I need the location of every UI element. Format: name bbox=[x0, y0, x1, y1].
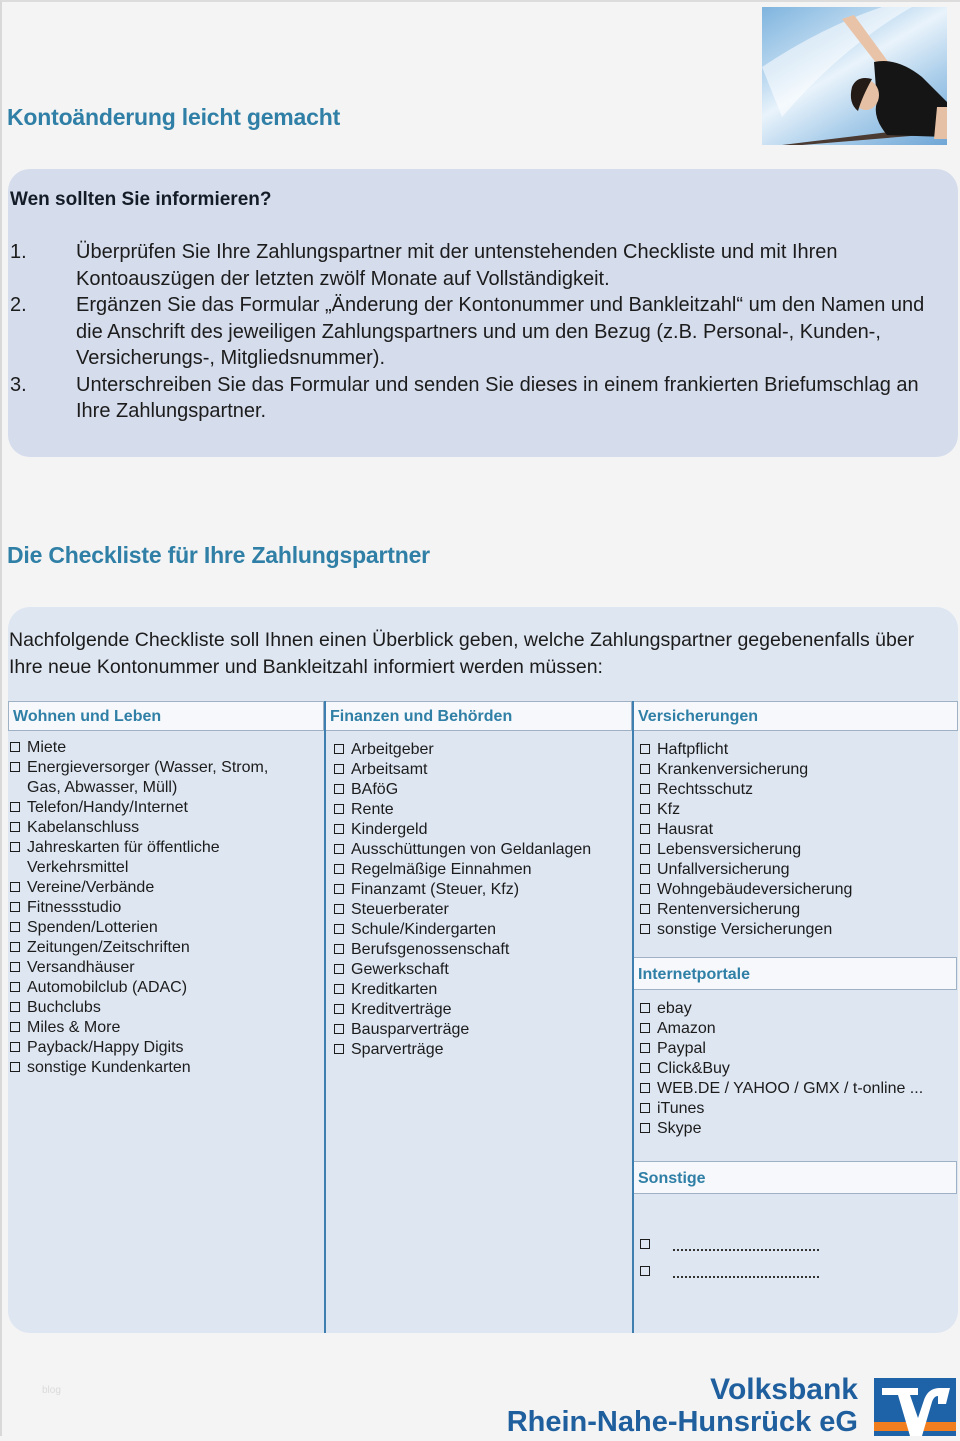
checklist-item[interactable] bbox=[8, 938, 324, 958]
column-heading: Wohnen und Leben bbox=[8, 701, 324, 731]
checklist-item[interactable] bbox=[8, 958, 324, 978]
checklist-item-text bbox=[351, 760, 427, 780]
checklist-item-label: Rechtsschutz bbox=[657, 781, 754, 798]
checklist-item-text bbox=[27, 998, 101, 1018]
checklist-item-label: Kfz bbox=[657, 801, 681, 818]
checklist-item[interactable] bbox=[638, 840, 958, 860]
checklist-item-text bbox=[27, 758, 268, 798]
checklist-item-text bbox=[351, 780, 398, 800]
checkbox-icon[interactable] bbox=[334, 824, 344, 834]
checklist-item-text bbox=[657, 1039, 706, 1059]
checklist-item[interactable] bbox=[638, 780, 958, 800]
page-title: Kontoänderung leicht gemacht bbox=[7, 104, 341, 130]
checklist-item-text bbox=[351, 920, 496, 940]
checkbox-icon[interactable] bbox=[10, 842, 20, 852]
checklist-item-text bbox=[657, 800, 680, 820]
checklist-item[interactable] bbox=[8, 918, 324, 938]
checklist-item-label: WEB.DE / YAHOO / GMX / t-online ... bbox=[657, 1080, 924, 1097]
checklist-item-label: Arbeitgeber bbox=[351, 741, 434, 758]
checklist-item[interactable] bbox=[638, 1079, 958, 1099]
checklist-item-label: Vereine/Verbände bbox=[27, 879, 155, 896]
checkbox-icon[interactable] bbox=[334, 884, 344, 894]
checkbox-icon[interactable] bbox=[334, 944, 344, 954]
checklist-item-text bbox=[657, 920, 832, 940]
checkbox-icon[interactable] bbox=[640, 1083, 650, 1093]
checklist-item[interactable] bbox=[332, 840, 632, 860]
checklist-item-text bbox=[657, 840, 801, 860]
checkbox-icon[interactable] bbox=[640, 844, 650, 854]
checklist-item-label: Lebensversicherung bbox=[657, 841, 802, 858]
checklist-item-label: Automobilclub (ADAC) bbox=[27, 979, 188, 996]
checklist-item[interactable] bbox=[332, 880, 632, 900]
checklist-item-label: BAföG bbox=[351, 781, 399, 798]
checklist-item-label: Wohngebäudeversicherung bbox=[657, 881, 853, 898]
checklist-item-label: Skype bbox=[657, 1120, 702, 1137]
checklist-item-label: Telefon/Handy/Internet bbox=[27, 799, 188, 816]
checklist-item[interactable] bbox=[332, 760, 632, 780]
checklist-item[interactable] bbox=[8, 1018, 324, 1038]
checklist-item-text bbox=[657, 999, 692, 1019]
checklist-item-text bbox=[351, 1020, 469, 1040]
checkbox-icon[interactable] bbox=[10, 942, 20, 952]
checkbox-icon[interactable] bbox=[640, 1103, 650, 1113]
checkbox-icon[interactable] bbox=[640, 824, 650, 834]
checklist-item-label: Kreditverträge bbox=[351, 1001, 452, 1018]
checklist-item[interactable] bbox=[638, 1039, 958, 1059]
checklist-item-label: Versandhäuser bbox=[27, 959, 135, 976]
checklist-item-label: Kreditkarten bbox=[351, 981, 438, 998]
checklist-item-label: Fitnessstudio bbox=[27, 899, 122, 916]
checkbox-icon[interactable] bbox=[334, 924, 344, 934]
checkbox-icon[interactable] bbox=[640, 764, 650, 774]
checklist-item[interactable] bbox=[8, 878, 324, 898]
step-number: 3. bbox=[10, 373, 27, 396]
checkbox-icon[interactable] bbox=[640, 884, 650, 894]
checklist-item-label: Jahreskarten für öffentliche bbox=[27, 839, 220, 856]
checklist-item[interactable] bbox=[332, 960, 632, 980]
checkbox-icon[interactable] bbox=[334, 844, 344, 854]
checklist-item-text bbox=[657, 1019, 716, 1039]
checklist-item[interactable] bbox=[638, 760, 958, 780]
checklist-item[interactable] bbox=[8, 798, 324, 818]
checkbox-icon[interactable] bbox=[334, 744, 344, 754]
checklist-item-continuation: Verkehrsmittel bbox=[27, 859, 129, 876]
checklist-item-text bbox=[351, 740, 434, 760]
bank-name-line2: Rhein-Nahe-Hunsrück eG bbox=[506, 1406, 858, 1438]
checklist-item-text bbox=[657, 1099, 704, 1119]
checklist-item[interactable] bbox=[638, 1019, 958, 1039]
step-2 bbox=[8, 292, 953, 372]
checklist-item-text bbox=[27, 738, 66, 758]
checklist-item[interactable] bbox=[8, 838, 324, 878]
checklist-item[interactable] bbox=[332, 920, 632, 940]
checklist-item-text bbox=[27, 1018, 120, 1038]
checkbox-icon[interactable] bbox=[334, 1024, 344, 1034]
checklist-item-text bbox=[657, 760, 808, 780]
checklist-item-text bbox=[351, 1040, 444, 1060]
checklist-item-text bbox=[351, 1000, 452, 1020]
checklist-item-label: Buchclubs bbox=[27, 999, 101, 1016]
checklist-item-text bbox=[27, 798, 188, 818]
checklist-item-text bbox=[657, 900, 800, 920]
checkbox-icon[interactable] bbox=[10, 742, 20, 752]
bank-name-line1: Volksbank bbox=[710, 1373, 858, 1406]
checklist-item-text bbox=[351, 820, 428, 840]
checkbox-icon[interactable] bbox=[640, 1123, 650, 1133]
checklist-item[interactable] bbox=[8, 738, 324, 758]
checklist-item-label: Payback/Happy Digits bbox=[27, 1039, 184, 1056]
checklist-item[interactable] bbox=[332, 780, 632, 800]
checkbox-icon[interactable] bbox=[10, 1022, 20, 1032]
checkbox-icon[interactable] bbox=[10, 902, 20, 912]
checklist-item[interactable] bbox=[332, 1020, 632, 1040]
checklist-item[interactable] bbox=[332, 820, 632, 840]
checklist-item-text bbox=[657, 1059, 730, 1079]
checklist-item-label: Schule/Kindergarten bbox=[351, 921, 496, 938]
checklist-item-text bbox=[657, 1079, 923, 1099]
checkbox-icon[interactable] bbox=[10, 922, 20, 932]
checklist-item-label: sonstige Versicherungen bbox=[657, 921, 833, 938]
checkbox-icon[interactable] bbox=[10, 1062, 20, 1072]
checkbox-icon[interactable] bbox=[640, 1266, 650, 1276]
checklist-item[interactable] bbox=[332, 1000, 632, 1020]
checklist-items-finanzen bbox=[326, 740, 632, 1060]
checklist-item-label: Regelmäßige Einnahmen bbox=[351, 861, 532, 878]
checkbox-icon[interactable] bbox=[10, 822, 20, 832]
checklist-item-label: Paypal bbox=[657, 1040, 706, 1057]
checklist-item-label: Berufsgenossenschaft bbox=[351, 941, 510, 958]
step-number: 2. bbox=[10, 294, 27, 316]
checklist-item-label: Finanzamt (Steuer, Kfz) bbox=[351, 881, 520, 898]
checkbox-icon[interactable] bbox=[334, 784, 344, 794]
checkbox-icon[interactable] bbox=[640, 804, 650, 814]
checklist-item-continuation: Gas, Abwasser, Müll) bbox=[27, 779, 178, 796]
checklist-item-text bbox=[27, 1038, 184, 1058]
checklist-item-text bbox=[351, 800, 394, 820]
checklist-item[interactable] bbox=[332, 740, 632, 760]
checklist-item-label: Amazon bbox=[657, 1020, 716, 1037]
step-text: Ergänzen Sie das Formular „Änderung der Kontonummer und Bankleitzahl“ um den Namen und die Anschrift des jeweiligen Zahlungspartners und um den Bezug (z.B. Personal-, Kunden-, Versicherungs-, Mitgliedsnummer). bbox=[76, 294, 925, 369]
step-1 bbox=[8, 239, 953, 292]
checklist-items-wohnen bbox=[8, 738, 324, 1078]
checklist-item-label: Energieversorger (Wasser, Strom, bbox=[27, 759, 269, 776]
checklist-item[interactable] bbox=[332, 900, 632, 920]
checkbox-icon[interactable] bbox=[640, 1239, 650, 1249]
checklist-item-text bbox=[351, 880, 519, 900]
watermark: blog bbox=[42, 1385, 61, 1396]
dotted-line[interactable] bbox=[673, 1239, 819, 1251]
bank-name bbox=[507, 1374, 858, 1438]
checkbox-icon[interactable] bbox=[334, 864, 344, 874]
checklist-item[interactable] bbox=[638, 1119, 958, 1139]
checklist-item-label: Haftpflicht bbox=[657, 741, 729, 758]
checklist-item-text bbox=[27, 838, 220, 878]
step-text: Überprüfen Sie Ihre Zahlungspartner mit der untenstehenden Checkliste und mit Ihren Kontoauszügen der letzten zwölf Monate auf Vollständigkeit. bbox=[76, 241, 838, 290]
checklist-item-label: Kindergeld bbox=[351, 821, 428, 838]
checkbox-icon[interactable] bbox=[10, 882, 20, 892]
checklist-item[interactable] bbox=[8, 818, 324, 838]
checkbox-icon[interactable] bbox=[640, 1023, 650, 1033]
checklist-item-text bbox=[657, 820, 713, 840]
checklist-item-text bbox=[27, 938, 190, 958]
checklist-item-label: Steuerberater bbox=[351, 901, 449, 918]
checklist-item-text bbox=[27, 1058, 191, 1078]
blank-entry-1[interactable] bbox=[638, 1224, 958, 1251]
checkbox-icon[interactable] bbox=[640, 864, 650, 874]
checklist-item[interactable] bbox=[638, 880, 958, 900]
volksbank-v-logo-icon bbox=[874, 1378, 956, 1436]
checklist-item[interactable] bbox=[638, 740, 958, 760]
checklist-item-label: Ausschüttungen von Geldanlagen bbox=[351, 841, 592, 858]
checkbox-icon[interactable] bbox=[640, 1043, 650, 1053]
checklist-item[interactable] bbox=[332, 940, 632, 960]
checkbox-icon[interactable] bbox=[10, 962, 20, 972]
checklist-item[interactable] bbox=[638, 860, 958, 880]
checklist-item-text bbox=[27, 898, 121, 918]
checklist-item[interactable] bbox=[332, 980, 632, 1000]
checklist-items-internet bbox=[634, 999, 958, 1139]
checklist-item-text bbox=[657, 740, 728, 760]
checklist-item[interactable] bbox=[8, 898, 324, 918]
checklist-item-text bbox=[27, 918, 158, 938]
checklist-intro: Nachfolgende Checkliste soll Ihnen einen Überblick geben, welche Zahlungspartner gegebenenfalls über Ihre neue Kontonummer und Bankleitzahl informiert werden müssen: bbox=[9, 629, 915, 678]
checklist-item-text bbox=[351, 940, 509, 960]
checklist-item-label: Kabelanschluss bbox=[27, 819, 140, 836]
checklist-item[interactable] bbox=[638, 999, 958, 1019]
checklist-item-label: Miete bbox=[27, 739, 67, 756]
sonstige-heading: Sonstige bbox=[634, 1161, 957, 1194]
dotted-line[interactable] bbox=[673, 1266, 819, 1278]
instructions-question: Wen sollten Sie informieren? bbox=[10, 189, 272, 210]
column-heading: Finanzen und Behörden bbox=[326, 701, 632, 731]
checklist-item-text bbox=[351, 960, 449, 980]
step-3 bbox=[8, 372, 953, 425]
checkbox-icon[interactable] bbox=[640, 744, 650, 754]
checklist-item-label: Unfallversicherung bbox=[657, 861, 790, 878]
checklist-item-label: Spenden/Lotterien bbox=[27, 919, 158, 936]
checklist-item[interactable] bbox=[638, 820, 958, 840]
checkbox-icon[interactable] bbox=[334, 984, 344, 994]
checklist-title: Die Checkliste für Ihre Zahlungspartner bbox=[7, 542, 430, 568]
checklist-item-text bbox=[27, 878, 154, 898]
checkbox-icon[interactable] bbox=[640, 1003, 650, 1013]
checklist-item-label: Rente bbox=[351, 801, 394, 818]
checklist-item[interactable] bbox=[332, 860, 632, 880]
checkbox-icon[interactable] bbox=[334, 1004, 344, 1014]
instructions-steps bbox=[8, 239, 953, 425]
checklist-item-label: Bausparverträge bbox=[351, 1021, 470, 1038]
checkbox-icon[interactable] bbox=[640, 904, 650, 914]
checklist-item[interactable] bbox=[8, 978, 324, 998]
checklist-item-label: Zeitungen/Zeitschriften bbox=[27, 939, 190, 956]
checkbox-icon[interactable] bbox=[334, 964, 344, 974]
column-finanzen-behoerden bbox=[326, 701, 632, 1333]
checklist-item-label: Hausrat bbox=[657, 821, 714, 838]
photo-woman-sky-icon bbox=[762, 7, 947, 145]
checklist-item-label: ebay bbox=[657, 1000, 692, 1017]
checklist-item[interactable] bbox=[638, 920, 958, 940]
checklist-item-label: Rentenversicherung bbox=[657, 901, 801, 918]
checkbox-icon[interactable] bbox=[10, 982, 20, 992]
checkbox-icon[interactable] bbox=[10, 802, 20, 812]
checklist-item-text bbox=[657, 880, 852, 900]
checklist-item-label: Miles & More bbox=[27, 1019, 121, 1036]
checklist-item-label: Gewerkschaft bbox=[351, 961, 449, 978]
checklist-item[interactable] bbox=[638, 900, 958, 920]
column-versicherungen bbox=[634, 701, 958, 1333]
blank-entry-2[interactable] bbox=[638, 1251, 958, 1278]
checklist-item-text bbox=[351, 980, 437, 1000]
checkbox-icon[interactable] bbox=[640, 924, 650, 934]
checklist-panel bbox=[8, 607, 958, 1333]
checklist-item-label: Click&Buy bbox=[657, 1060, 730, 1077]
checkbox-icon[interactable] bbox=[334, 764, 344, 774]
checklist-item-label: iTunes bbox=[657, 1100, 705, 1117]
checklist-item-label: Arbeitsamt bbox=[351, 761, 428, 778]
checkbox-icon[interactable] bbox=[334, 904, 344, 914]
checklist-item-text bbox=[351, 900, 449, 920]
checklist-item-label: Krankenversicherung bbox=[657, 761, 809, 778]
checklist-item-label: Sparverträge bbox=[351, 1041, 444, 1058]
checklist-item-text bbox=[27, 978, 187, 998]
checklist-items-versicherungen bbox=[634, 740, 958, 940]
checklist-item-text bbox=[351, 860, 532, 880]
checkbox-icon[interactable] bbox=[10, 1042, 20, 1052]
checklist-item-text bbox=[351, 840, 591, 860]
checklist-item[interactable] bbox=[332, 1040, 632, 1060]
column-wohnen-leben bbox=[8, 701, 324, 1333]
checklist-item[interactable] bbox=[8, 1058, 324, 1078]
checklist-item[interactable] bbox=[638, 1099, 958, 1119]
checkbox-icon[interactable] bbox=[10, 762, 20, 772]
checklist-item[interactable] bbox=[638, 1059, 958, 1079]
checkbox-icon[interactable] bbox=[10, 1002, 20, 1012]
checklist-item-text bbox=[27, 958, 135, 978]
checklist-item-text bbox=[657, 1119, 701, 1139]
checklist-item-label: sonstige Kundenkarten bbox=[27, 1059, 191, 1076]
sonstige-blank-lines bbox=[634, 1224, 958, 1278]
internet-heading: Internetportale bbox=[634, 957, 957, 990]
checklist-item[interactable] bbox=[8, 758, 324, 798]
instructions-panel bbox=[8, 169, 958, 457]
checklist-item[interactable] bbox=[638, 800, 958, 820]
step-text: Unterschreiben Sie das Formular und senden Sie dieses in einem frankierten Briefumschlag an Ihre Zahlungspartner. bbox=[76, 373, 919, 422]
column-heading: Versicherungen bbox=[634, 701, 958, 731]
checklist-item-text bbox=[657, 780, 753, 800]
checkbox-icon[interactable] bbox=[334, 1044, 344, 1054]
checklist-item-text bbox=[27, 818, 139, 838]
step-number: 1. bbox=[10, 241, 27, 263]
checklist-item[interactable] bbox=[332, 800, 632, 820]
checklist-item-text bbox=[657, 860, 790, 880]
checkbox-icon[interactable] bbox=[640, 1063, 650, 1073]
checklist-item[interactable] bbox=[8, 1038, 324, 1058]
checkbox-icon[interactable] bbox=[640, 784, 650, 794]
header-photo bbox=[762, 7, 947, 145]
checklist-item[interactable] bbox=[8, 998, 324, 1018]
checkbox-icon[interactable] bbox=[334, 804, 344, 814]
